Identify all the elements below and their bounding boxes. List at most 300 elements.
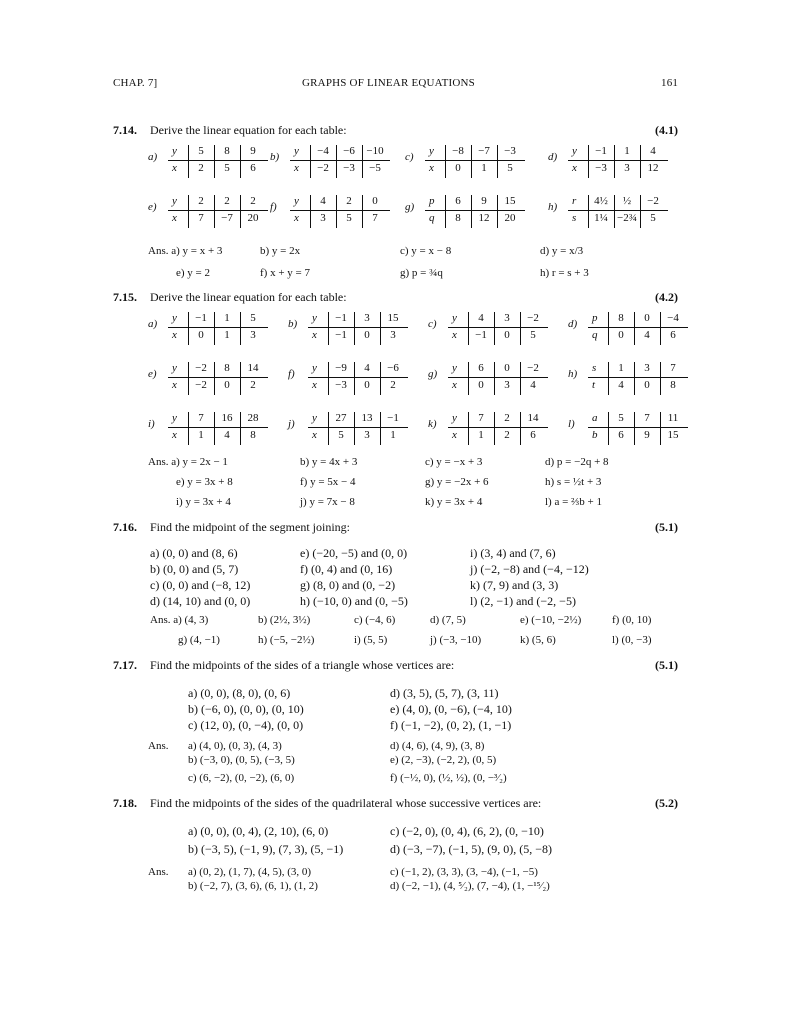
- row-label-top: y: [429, 145, 434, 157]
- table-cell-top: 2: [224, 195, 230, 207]
- table-cell-bottom: 2: [504, 429, 510, 441]
- row-label-bottom: x: [312, 379, 317, 391]
- table-cell-bottom: −2¾: [617, 212, 637, 224]
- table-cell-top: −8: [452, 145, 464, 157]
- table-cell-top: −2: [647, 195, 659, 207]
- table-label: g): [405, 201, 415, 213]
- table-cell-bottom: 5: [224, 162, 230, 174]
- answer-item: b) (−3, 0), (0, 5), (−3, 5): [188, 754, 295, 766]
- midpoint-item: j) (−2, −8) and (−4, −12): [470, 562, 589, 576]
- triangle-item: e) (4, 0), (0, −6), (−4, 10): [390, 702, 512, 716]
- table-rule-horizontal: [168, 160, 268, 161]
- table-cell-bottom: −5: [369, 162, 381, 174]
- answer-item: b) (2½, 3½): [258, 614, 311, 626]
- row-label-top: p: [429, 195, 435, 207]
- table-rule-vertical: [328, 312, 329, 345]
- answer-item: e) y = 2: [176, 267, 210, 279]
- table-cell-top: 4: [650, 145, 656, 157]
- table-cell-top: −2: [527, 312, 539, 324]
- table-cell-bottom: −2: [317, 162, 329, 174]
- table-rule-horizontal: [308, 377, 408, 378]
- row-label-top: r: [572, 195, 577, 207]
- answer-item: f) (−½, 0), (½, ½), (0, −³⁄₂): [390, 772, 507, 784]
- table-cell-top: 5: [618, 412, 624, 424]
- answer-item: d) p = −2q + 8: [545, 456, 609, 468]
- table-rule-vertical: [240, 362, 241, 395]
- table-rule-vertical: [188, 312, 189, 345]
- table-cell-bottom: 3: [390, 329, 396, 341]
- table-rule-vertical: [634, 362, 635, 395]
- answer-item: d) (7, 5): [430, 614, 466, 626]
- answer-item: c) (6, −2), (0, −2), (6, 0): [188, 772, 295, 784]
- table-rule-vertical: [214, 145, 215, 178]
- value-table: [428, 312, 562, 346]
- table-rule-vertical: [336, 145, 337, 178]
- table-cell-bottom: 9: [644, 429, 650, 441]
- table-cell-bottom: 2: [198, 162, 204, 174]
- answer-item: Ans. a) (4, 3): [150, 614, 209, 626]
- table-cell-bottom: 0: [644, 379, 650, 391]
- midpoint-item: e) (−20, −5) and (0, 0): [300, 546, 408, 560]
- table-rule-vertical: [608, 412, 609, 445]
- table-rule-vertical: [634, 312, 635, 345]
- table-label: j): [288, 418, 295, 430]
- triangle-item: b) (−6, 0), (0, 0), (0, 10): [188, 702, 304, 716]
- table-rule-horizontal: [290, 210, 390, 211]
- table-rule-horizontal: [448, 327, 548, 328]
- answer-item: e) (−10, −2½): [520, 614, 582, 626]
- table-cell-top: 8: [224, 362, 230, 374]
- table-cell-bottom: 20: [504, 212, 516, 224]
- answer-item: g) y = −2x + 6: [425, 476, 489, 488]
- table-cell-top: −6: [343, 145, 355, 157]
- running-head-title: GRAPHS OF LINEAR EQUATIONS: [302, 77, 475, 89]
- table-cell-bottom: 7: [198, 212, 204, 224]
- table-cell-bottom: −2: [195, 379, 207, 391]
- table-cell-top: 6: [455, 195, 461, 207]
- row-label-bottom: x: [294, 212, 299, 224]
- table-cell-top: 4: [320, 195, 326, 207]
- table-cell-top: −2: [195, 362, 207, 374]
- table-cell-top: 2: [346, 195, 352, 207]
- row-label-bottom: x: [172, 162, 177, 174]
- table-rule-vertical: [240, 195, 241, 228]
- table-rule-horizontal: [425, 210, 525, 211]
- row-label-top: y: [294, 195, 299, 207]
- table-cell-top: −1: [335, 312, 347, 324]
- value-table: [148, 195, 282, 229]
- midpoint-item: a) (0, 0) and (8, 6): [150, 546, 238, 560]
- answer-item: g) (4, −1): [178, 634, 220, 646]
- table-cell-bottom: 1: [481, 162, 487, 174]
- value-table: [548, 195, 682, 229]
- row-label-top: y: [172, 195, 177, 207]
- row-label-bottom: x: [452, 429, 457, 441]
- midpoint-item: l) (2, −1) and (−2, −5): [470, 594, 576, 608]
- row-label-bottom: x: [312, 429, 317, 441]
- table-rule-horizontal: [308, 427, 408, 428]
- quadrilateral-item: a) (0, 0), (0, 4), (2, 10), (6, 0): [188, 824, 329, 838]
- answer-item: j) (−3, −10): [430, 634, 482, 646]
- table-rule-horizontal: [425, 160, 525, 161]
- table-cell-bottom: 7: [372, 212, 378, 224]
- table-cell-top: 2: [504, 412, 510, 424]
- table-cell-top: 14: [527, 412, 539, 424]
- table-rule-vertical: [468, 312, 469, 345]
- midpoint-item: k) (7, 9) and (3, 3): [470, 578, 559, 592]
- table-cell-bottom: 0: [198, 329, 204, 341]
- table-rule-vertical: [614, 145, 615, 178]
- answer-item: k) y = 3x + 4: [425, 496, 483, 508]
- row-label-bottom: s: [572, 212, 577, 224]
- table-cell-bottom: 1: [198, 429, 204, 441]
- answer-item: Ans. a) y = 2x − 1: [148, 456, 228, 468]
- problem-number-7-17: 7.17.: [113, 658, 137, 672]
- table-cell-top: 7: [478, 412, 484, 424]
- midpoint-item: g) (8, 0) and (0, −2): [300, 578, 396, 592]
- answer-item: e) y = 3x + 8: [176, 476, 233, 488]
- quadrilateral-item: d) (−3, −7), (−1, 5), (9, 0), (5, −8): [390, 842, 553, 856]
- table-cell-top: 11: [667, 412, 679, 424]
- answer-item: i) (5, 5): [354, 634, 388, 646]
- table-rule-horizontal: [168, 377, 268, 378]
- table-label: b): [270, 151, 280, 163]
- table-rule-horizontal: [168, 427, 268, 428]
- table-cell-bottom: 1: [478, 429, 484, 441]
- answer-item: Ans.: [148, 740, 169, 752]
- table-cell-bottom: 5: [338, 429, 344, 441]
- table-cell-bottom: 8: [455, 212, 461, 224]
- answer-item: h) (−5, −2½): [258, 634, 315, 646]
- row-label-top: y: [452, 412, 457, 424]
- table-cell-bottom: 1¼: [594, 212, 608, 224]
- answer-item: k) (5, 6): [520, 634, 556, 646]
- table-cell-bottom: 3: [250, 329, 256, 341]
- problem-text-7-14: Derive the linear equation for each table:: [150, 123, 347, 137]
- problem-number-7-16: 7.16.: [113, 520, 137, 534]
- value-table: [428, 412, 562, 446]
- table-cell-top: 7: [198, 412, 204, 424]
- table-label: k): [428, 418, 437, 430]
- table-rule-horizontal: [308, 327, 408, 328]
- table-cell-top: 14: [247, 362, 259, 374]
- table-cell-bottom: 5: [346, 212, 352, 224]
- row-label-bottom: t: [592, 379, 596, 391]
- value-table: [148, 312, 282, 346]
- answer-item: h) r = s + 3: [540, 267, 589, 279]
- problem-number-7-18: 7.18.: [113, 796, 137, 810]
- table-rule-vertical: [310, 195, 311, 228]
- table-cell-top: −1: [195, 312, 207, 324]
- table-label: e): [148, 368, 157, 380]
- table-cell-top: 5: [198, 145, 204, 157]
- table-rule-horizontal: [588, 327, 688, 328]
- table-rule-vertical: [240, 312, 241, 345]
- problem-text-7-18: Find the midpoints of the sides of the quadrilateral whose successive vertices are:: [150, 796, 542, 810]
- row-label-top: y: [312, 312, 317, 324]
- table-cell-top: −10: [366, 145, 384, 157]
- value-table: [288, 362, 422, 396]
- table-cell-bottom: 3: [364, 429, 370, 441]
- value-table: [568, 312, 702, 346]
- midpoint-item: i) (3, 4) and (7, 6): [470, 546, 556, 560]
- row-label-bottom: x: [572, 162, 577, 174]
- table-cell-bottom: 0: [364, 379, 370, 391]
- table-rule-vertical: [214, 362, 215, 395]
- table-cell-top: 4: [478, 312, 484, 324]
- table-cell-top: 2: [198, 195, 204, 207]
- table-rule-horizontal: [290, 160, 390, 161]
- table-cell-top: 3: [504, 312, 510, 324]
- table-label: e): [148, 201, 157, 213]
- row-label-bottom: b: [592, 429, 598, 441]
- table-cell-top: 3: [644, 362, 650, 374]
- table-cell-top: 8: [224, 145, 230, 157]
- table-cell-bottom: 0: [224, 379, 230, 391]
- row-label-top: y: [172, 145, 177, 157]
- table-rule-vertical: [520, 362, 521, 395]
- table-rule-vertical: [640, 195, 641, 228]
- table-rule-horizontal: [168, 327, 268, 328]
- table-rule-vertical: [660, 362, 661, 395]
- row-label-bottom: x: [452, 329, 457, 341]
- answer-item: b) y = 4x + 3: [300, 456, 358, 468]
- row-label-bottom: x: [172, 212, 177, 224]
- triangle-item: a) (0, 0), (8, 0), (0, 6): [188, 686, 291, 700]
- table-cell-top: 1: [618, 362, 624, 374]
- table-cell-top: 4: [364, 362, 370, 374]
- table-cell-top: −4: [667, 312, 679, 324]
- value-table: [270, 145, 404, 179]
- table-rule-vertical: [362, 145, 363, 178]
- table-cell-top: 15: [504, 195, 516, 207]
- table-cell-bottom: 4: [530, 379, 536, 391]
- table-cell-bottom: 5: [507, 162, 513, 174]
- quadrilateral-item: c) (−2, 0), (0, 4), (6, 2), (0, −10): [390, 824, 544, 838]
- table-cell-bottom: −1: [335, 329, 347, 341]
- table-cell-top: 0: [372, 195, 378, 207]
- answer-item: e) (2, −3), (−2, 2), (0, 5): [390, 754, 497, 766]
- table-cell-top: 28: [247, 412, 259, 424]
- table-cell-top: 1: [624, 145, 630, 157]
- table-cell-bottom: 3: [624, 162, 630, 174]
- table-cell-top: 27: [335, 412, 347, 424]
- answer-item: f) x + y = 7: [260, 267, 310, 279]
- value-table: [568, 362, 702, 396]
- table-cell-bottom: −3: [335, 379, 347, 391]
- table-cell-bottom: 5: [530, 329, 536, 341]
- table-cell-bottom: 0: [364, 329, 370, 341]
- table-cell-bottom: 6: [670, 329, 676, 341]
- table-label: l): [568, 418, 575, 430]
- problem-number-7-15: 7.15.: [113, 290, 137, 304]
- answer-item: b) y = 2x: [260, 245, 301, 257]
- table-rule-vertical: [471, 195, 472, 228]
- midpoint-item: c) (0, 0) and (−8, 12): [150, 578, 251, 592]
- table-rule-vertical: [240, 412, 241, 445]
- answer-item: c) (−4, 6): [354, 614, 396, 626]
- problem-ref-7-16: (5.1): [655, 520, 678, 534]
- table-rule-vertical: [660, 412, 661, 445]
- table-rule-vertical: [494, 362, 495, 395]
- table-rule-vertical: [608, 362, 609, 395]
- value-table: [428, 362, 562, 396]
- problem-ref-7-17: (5.1): [655, 658, 678, 672]
- table-cell-bottom: −3: [595, 162, 607, 174]
- answer-item: d) (4, 6), (4, 9), (3, 8): [390, 740, 485, 752]
- answer-item: f) y = 5x − 4: [300, 476, 356, 488]
- triangle-item: f) (−1, −2), (0, 2), (1, −1): [390, 718, 512, 732]
- running-head-chapter: CHAP. 7]: [113, 77, 158, 89]
- table-label: f): [270, 201, 277, 213]
- table-cell-top: −7: [478, 145, 490, 157]
- table-rule-vertical: [354, 312, 355, 345]
- problem-ref-7-14: (4.1): [655, 123, 678, 137]
- table-cell-top: 7: [644, 412, 650, 424]
- row-label-top: s: [592, 362, 597, 374]
- table-cell-bottom: 5: [650, 212, 656, 224]
- table-rule-vertical: [354, 362, 355, 395]
- table-rule-horizontal: [168, 210, 268, 211]
- answer-item: l) (0, −3): [612, 634, 652, 646]
- problem-text-7-15: Derive the linear equation for each table:: [150, 290, 347, 304]
- table-cell-top: −3: [504, 145, 516, 157]
- midpoint-item: f) (0, 4) and (0, 16): [300, 562, 393, 576]
- table-cell-top: 9: [481, 195, 487, 207]
- table-rule-vertical: [328, 412, 329, 445]
- problem-text-7-17: Find the midpoints of the sides of a triangle whose vertices are:: [150, 658, 455, 672]
- answer-item: g) p = ¾q: [400, 267, 443, 279]
- row-label-bottom: x: [452, 379, 457, 391]
- table-rule-horizontal: [568, 160, 668, 161]
- table-cell-top: 13: [361, 412, 373, 424]
- value-table: [288, 412, 422, 446]
- table-rule-vertical: [468, 412, 469, 445]
- table-rule-vertical: [214, 312, 215, 345]
- answer-item: c) y = −x + 3: [425, 456, 483, 468]
- table-rule-vertical: [608, 312, 609, 345]
- answer-item: d) y = x/3: [540, 245, 584, 257]
- table-cell-top: 8: [618, 312, 624, 324]
- table-rule-vertical: [497, 195, 498, 228]
- table-rule-vertical: [520, 412, 521, 445]
- row-label-bottom: x: [312, 329, 317, 341]
- table-cell-top: 16: [221, 412, 233, 424]
- table-rule-vertical: [336, 195, 337, 228]
- row-label-top: y: [172, 312, 177, 324]
- table-label: a): [148, 151, 158, 163]
- table-rule-vertical: [310, 145, 311, 178]
- midpoint-item: b) (0, 0) and (5, 7): [150, 562, 239, 576]
- table-cell-bottom: 20: [247, 212, 259, 224]
- table-cell-bottom: 1: [224, 329, 230, 341]
- table-cell-top: 5: [250, 312, 256, 324]
- row-label-top: y: [294, 145, 299, 157]
- row-label-bottom: x: [172, 429, 177, 441]
- table-rule-vertical: [445, 145, 446, 178]
- table-rule-vertical: [354, 412, 355, 445]
- table-cell-top: 6: [478, 362, 484, 374]
- row-label-top: y: [312, 412, 317, 424]
- table-cell-top: −4: [317, 145, 329, 157]
- answer-item: b) (−2, 7), (3, 6), (6, 1), (1, 2): [188, 880, 318, 892]
- table-cell-bottom: 2: [250, 379, 256, 391]
- row-label-top: y: [312, 362, 317, 374]
- row-label-bottom: q: [429, 212, 435, 224]
- problem-ref-7-15: (4.2): [655, 290, 678, 304]
- table-label: c): [405, 151, 414, 163]
- value-table: [148, 412, 282, 446]
- table-cell-bottom: 6: [250, 162, 256, 174]
- value-table: [288, 312, 422, 346]
- value-table: [148, 145, 282, 179]
- table-cell-top: 15: [387, 312, 399, 324]
- table-cell-bottom: 12: [647, 162, 659, 174]
- table-cell-bottom: 4: [644, 329, 650, 341]
- problem-text-7-16: Find the midpoint of the segment joining:: [150, 520, 350, 534]
- midpoint-item: d) (14, 10) and (0, 0): [150, 594, 251, 608]
- table-cell-top: −1: [595, 145, 607, 157]
- table-rule-vertical: [380, 362, 381, 395]
- answer-item: l) a = ⅔b + 1: [545, 496, 603, 508]
- table-cell-bottom: 6: [618, 429, 624, 441]
- table-cell-top: 7: [670, 362, 676, 374]
- table-rule-horizontal: [588, 377, 688, 378]
- answer-item: c) y = x − 8: [400, 245, 452, 257]
- triangle-item: c) (12, 0), (0, −4), (0, 0): [188, 718, 304, 732]
- table-cell-top: 2: [250, 195, 256, 207]
- table-label: b): [288, 318, 298, 330]
- answer-item: a) (4, 0), (0, 3), (4, 3): [188, 740, 282, 752]
- row-label-top: y: [172, 362, 177, 374]
- value-table: [405, 145, 539, 179]
- table-cell-top: 3: [364, 312, 370, 324]
- table-label: h): [568, 368, 578, 380]
- table-rule-vertical: [188, 195, 189, 228]
- table-rule-vertical: [380, 312, 381, 345]
- row-label-bottom: x: [172, 379, 177, 391]
- table-cell-bottom: 6: [530, 429, 536, 441]
- table-label: h): [548, 201, 558, 213]
- table-rule-horizontal: [568, 210, 668, 211]
- table-label: f): [288, 368, 295, 380]
- table-cell-top: ½: [622, 195, 632, 207]
- row-label-bottom: x: [429, 162, 434, 174]
- table-rule-vertical: [660, 312, 661, 345]
- row-label-top: p: [592, 312, 598, 324]
- table-label: c): [428, 318, 437, 330]
- table-rule-vertical: [497, 145, 498, 178]
- table-cell-top: −2: [527, 362, 539, 374]
- answer-item: h) s = ½t + 3: [545, 476, 602, 488]
- table-rule-vertical: [468, 362, 469, 395]
- value-table: [568, 412, 702, 446]
- table-label: i): [148, 418, 155, 430]
- answer-item: f) (0, 10): [612, 614, 652, 626]
- row-label-bottom: q: [592, 329, 598, 341]
- answer-item: c) (−1, 2), (3, 3), (3, −4), (−1, −5): [390, 866, 538, 878]
- table-rule-vertical: [494, 312, 495, 345]
- table-cell-bottom: −7: [221, 212, 233, 224]
- table-label: d): [568, 318, 578, 330]
- table-cell-bottom: 3: [320, 212, 326, 224]
- table-cell-top: 9: [250, 145, 256, 157]
- table-rule-vertical: [640, 145, 641, 178]
- problem-number-7-14: 7.14.: [113, 123, 137, 137]
- quadrilateral-item: b) (−3, 5), (−1, 9), (7, 3), (5, −1): [188, 842, 344, 856]
- table-cell-bottom: 4: [618, 379, 624, 391]
- table-rule-vertical: [471, 145, 472, 178]
